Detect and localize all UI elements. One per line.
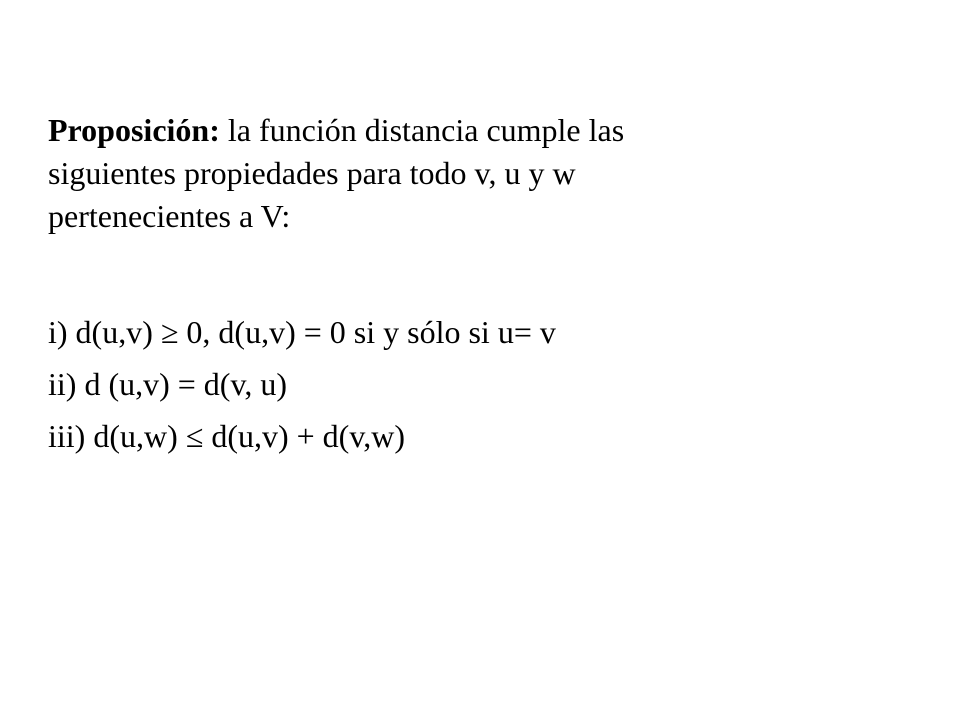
property-item-1: i) d(u,v) ≥ 0, d(u,v) = 0 si y sólo si u= v — [48, 314, 556, 350]
proposition-line-2: siguientes propiedades para todo v, u y w — [48, 155, 576, 191]
proposition-line-1: la función distancia cumple las — [227, 112, 625, 148]
property-item-2: ii) d (u,v) = d(v, u) — [48, 366, 288, 402]
property-list — [48, 306, 908, 462]
proposition-heading: Proposición: — [48, 112, 220, 148]
proposition-line-3: pertenecientes a V: — [48, 198, 291, 234]
property-item-3: iii) d(u,w) ≤ d(u,v) + d(v,w) — [48, 418, 406, 454]
proposition-statement — [48, 109, 932, 238]
